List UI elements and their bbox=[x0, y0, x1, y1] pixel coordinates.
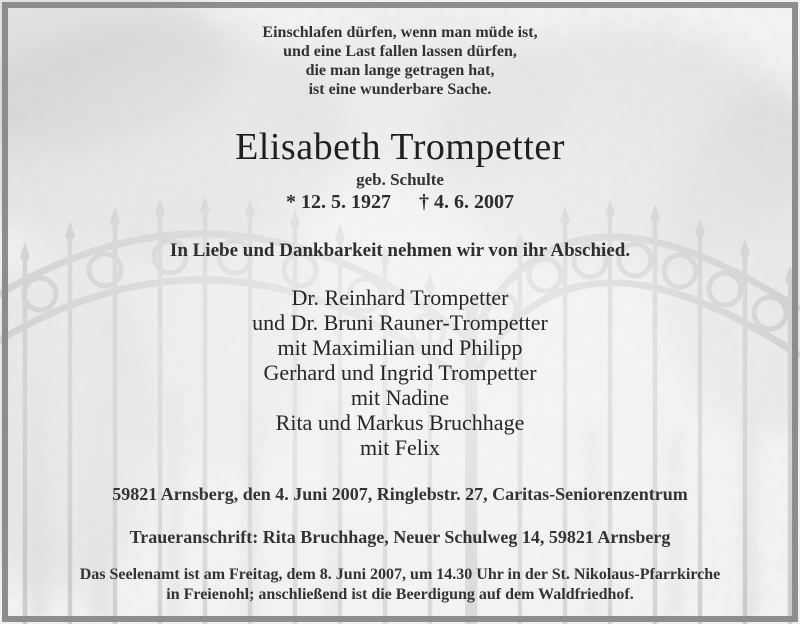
maiden-name: geb. Schulte bbox=[356, 170, 444, 189]
mourner-line: mit Felix bbox=[359, 435, 441, 460]
mourner-line: Dr. Reinhard Trompetter bbox=[291, 285, 509, 310]
birth-date: * 12. 5. 1927 bbox=[286, 191, 391, 213]
place-date-line: 59821 Arnsberg, den 4. Juni 2007, Ringlebstr. 27, Caritas-Seniorenzentrum bbox=[112, 484, 688, 504]
poem-line: Einschlafen dürfen, wenn man müde ist, bbox=[262, 24, 538, 41]
poem-line: und eine Last fallen lassen dürfen, bbox=[283, 43, 517, 60]
service-line: Das Seelenamt ist am Freitag, dem 8. Juni 2007, um 14.30 Uhr in der St. Nikolaus-Pfarrkirche bbox=[79, 566, 721, 583]
mourning-address-line: Traueranschrift: Rita Bruchhage, Neuer Schulweg 14, 59821 Arnsberg bbox=[129, 527, 671, 547]
poem-line: die man lange getragen hat, bbox=[305, 62, 495, 79]
mourners-list bbox=[0, 285, 800, 460]
mourner-line: Gerhard und Ingrid Trompetter bbox=[263, 360, 537, 385]
deceased-name: Elisabeth Trompetter bbox=[235, 126, 565, 168]
mourner-line: mit Maximilian und Philipp bbox=[277, 335, 523, 360]
mourner-line: und Dr. Bruni Rauner-Trompetter bbox=[252, 310, 548, 335]
life-dates bbox=[0, 190, 800, 214]
funeral-service-info bbox=[0, 565, 800, 605]
poem-line: ist eine wunderbare Sache. bbox=[308, 81, 492, 98]
farewell-line: In Liebe und Dankbarkeit nehmen wir von ihr Abschied. bbox=[169, 240, 631, 261]
service-line: in Freienohl; anschließend ist die Beerdigung auf dem Waldfriedhof. bbox=[166, 586, 634, 603]
death-date: † 4. 6. 2007 bbox=[419, 191, 514, 213]
mourner-line: Rita und Markus Bruchhage bbox=[275, 410, 525, 435]
memorial-poem bbox=[0, 23, 800, 99]
mourner-line: mit Nadine bbox=[350, 385, 450, 410]
